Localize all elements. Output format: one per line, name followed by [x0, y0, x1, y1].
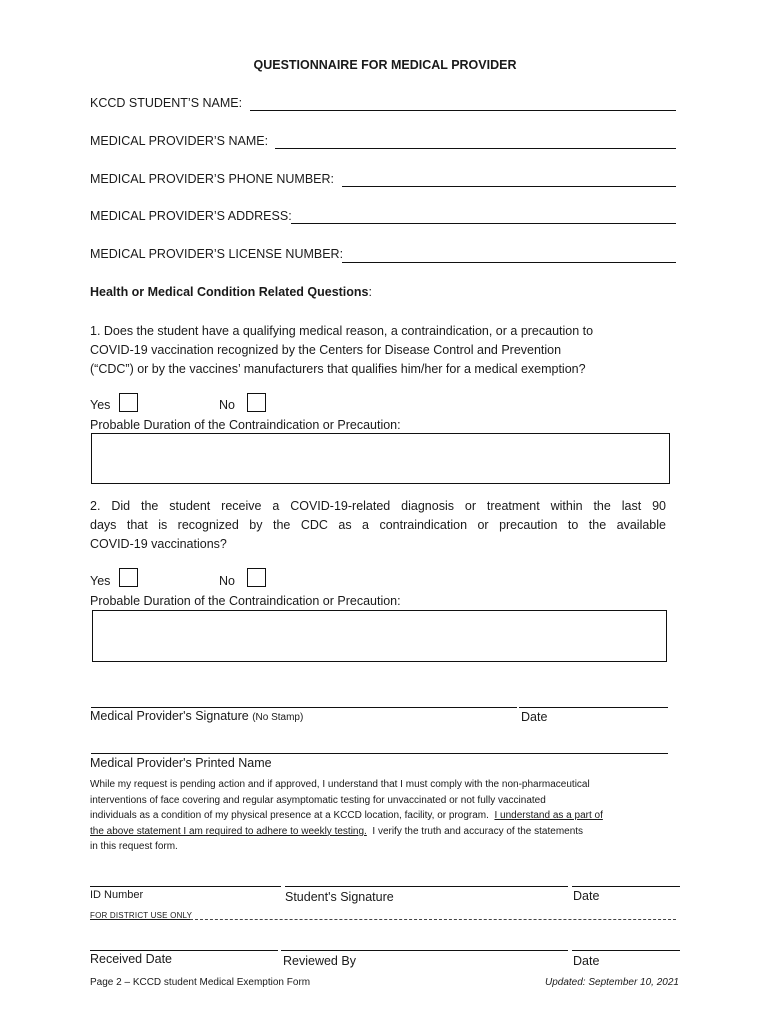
q1-yes-label: Yes — [90, 398, 111, 412]
section-heading-text: Health or Medical Condition Related Questions — [90, 285, 369, 299]
q1-yes-checkbox[interactable] — [119, 393, 138, 412]
q1-no-label: No — [219, 398, 235, 412]
provider-address-label: MEDICAL PROVIDER’S ADDRESS: — [90, 209, 292, 223]
provider-signature-line[interactable] — [91, 707, 517, 708]
section-heading — [90, 285, 372, 299]
form-title: QUESTIONNAIRE FOR MEDICAL PROVIDER — [253, 58, 517, 72]
district-date-label: Date — [573, 954, 600, 968]
provider-name-label: MEDICAL PROVIDER’S NAME: — [90, 134, 269, 148]
district-divider — [190, 919, 676, 920]
id-number-label: ID Number — [90, 889, 144, 901]
footer-page-label: Page 2 – KCCD student Medical Exemption Form — [90, 977, 311, 988]
provider-license-label: MEDICAL PROVIDER’S LICENSE NUMBER: — [90, 247, 344, 261]
q2-duration-box[interactable] — [92, 610, 667, 662]
provider-address-line[interactable] — [291, 223, 676, 224]
question-2-line-3: COVID-19 vaccinations? — [90, 537, 227, 551]
statement-line-1: While my request is pending action and if approved, I understand that I must comply with the non-pharmaceutical — [90, 779, 590, 790]
provider-name-line[interactable] — [275, 148, 676, 149]
statement-line-5: in this request form. — [90, 841, 178, 853]
statement-line-3a: individuals as a condition of my physical presence at a KCCD location, facility, or program. — [90, 810, 489, 822]
provider-signature-text: Medical Provider's Signature — [90, 709, 249, 723]
question-1-line-1: 1. Does the student have a qualifying medical reason, a contraindication, or a precaution to — [90, 324, 594, 338]
question-2 — [90, 497, 666, 554]
received-date-line[interactable] — [90, 950, 278, 951]
q1-duration-box[interactable] — [91, 433, 670, 484]
reviewed-by-line[interactable] — [281, 950, 568, 951]
student-name-label: KCCD STUDENT’S NAME: — [90, 96, 243, 110]
q2-no-checkbox[interactable] — [247, 568, 266, 587]
no-stamp-note: (No Stamp) — [252, 712, 304, 723]
provider-date-line[interactable] — [519, 707, 668, 708]
student-date-label: Date — [573, 889, 600, 903]
question-2-line-2: days that is recognized by the CDC as a contraindication or precaution to the available — [90, 518, 666, 532]
q2-no-label: No — [219, 574, 235, 588]
statement-line-3b: I understand as a part of — [494, 810, 603, 822]
id-number-line[interactable] — [90, 886, 281, 887]
reviewed-by-label: Reviewed By — [283, 954, 356, 968]
student-signature-label: Student's Signature — [285, 890, 394, 904]
footer-updated-label: Updated: September 10, 2021 — [545, 977, 679, 988]
q1-duration-label: Probable Duration of the Contraindication or Precaution: — [90, 418, 401, 432]
question-2-line-1: 2. Did the student receive a COVID-19-related diagnosis or treatment within the last 90 — [90, 499, 666, 513]
student-date-line[interactable] — [572, 886, 680, 887]
section-heading-colon: : — [368, 285, 372, 299]
statement-paragraph — [90, 777, 680, 855]
q2-yes-label: Yes — [90, 574, 111, 588]
provider-phone-label: MEDICAL PROVIDER’S PHONE NUMBER: — [90, 172, 335, 186]
printed-name-label: Medical Provider's Printed Name — [90, 756, 272, 770]
printed-name-line[interactable] — [91, 753, 668, 754]
provider-date-label: Date — [521, 710, 548, 724]
student-name-line[interactable] — [250, 110, 676, 111]
q1-no-checkbox[interactable] — [247, 393, 266, 412]
statement-line-4b: I verify the truth and accuracy of the statements — [372, 825, 584, 837]
statement-line-4 — [90, 824, 680, 840]
statement-line-3 — [90, 808, 680, 824]
district-use-label: FOR DISTRICT USE ONLY — [90, 911, 193, 920]
question-1-line-2: COVID-19 vaccination recognized by the Centers for Disease Control and Prevention — [90, 343, 562, 357]
student-signature-line[interactable] — [285, 886, 568, 887]
question-1 — [90, 322, 593, 379]
statement-line-4a: the above statement I am required to adhere to weekly testing. — [90, 825, 367, 837]
provider-signature-label — [90, 709, 303, 723]
statement-line-2: interventions of face covering and regular asymptomatic testing for unvaccinated or not fully vaccinated — [90, 794, 546, 806]
district-date-line[interactable] — [572, 950, 680, 951]
q2-yes-checkbox[interactable] — [119, 568, 138, 587]
question-1-line-3: (“CDC”) or by the vaccines’ manufacturers that qualifies him/her for a medical exemption? — [90, 362, 586, 376]
provider-phone-line[interactable] — [342, 186, 676, 187]
received-date-label: Received Date — [90, 952, 172, 966]
provider-license-line[interactable] — [342, 262, 676, 263]
q2-duration-label: Probable Duration of the Contraindication or Precaution: — [90, 594, 401, 608]
